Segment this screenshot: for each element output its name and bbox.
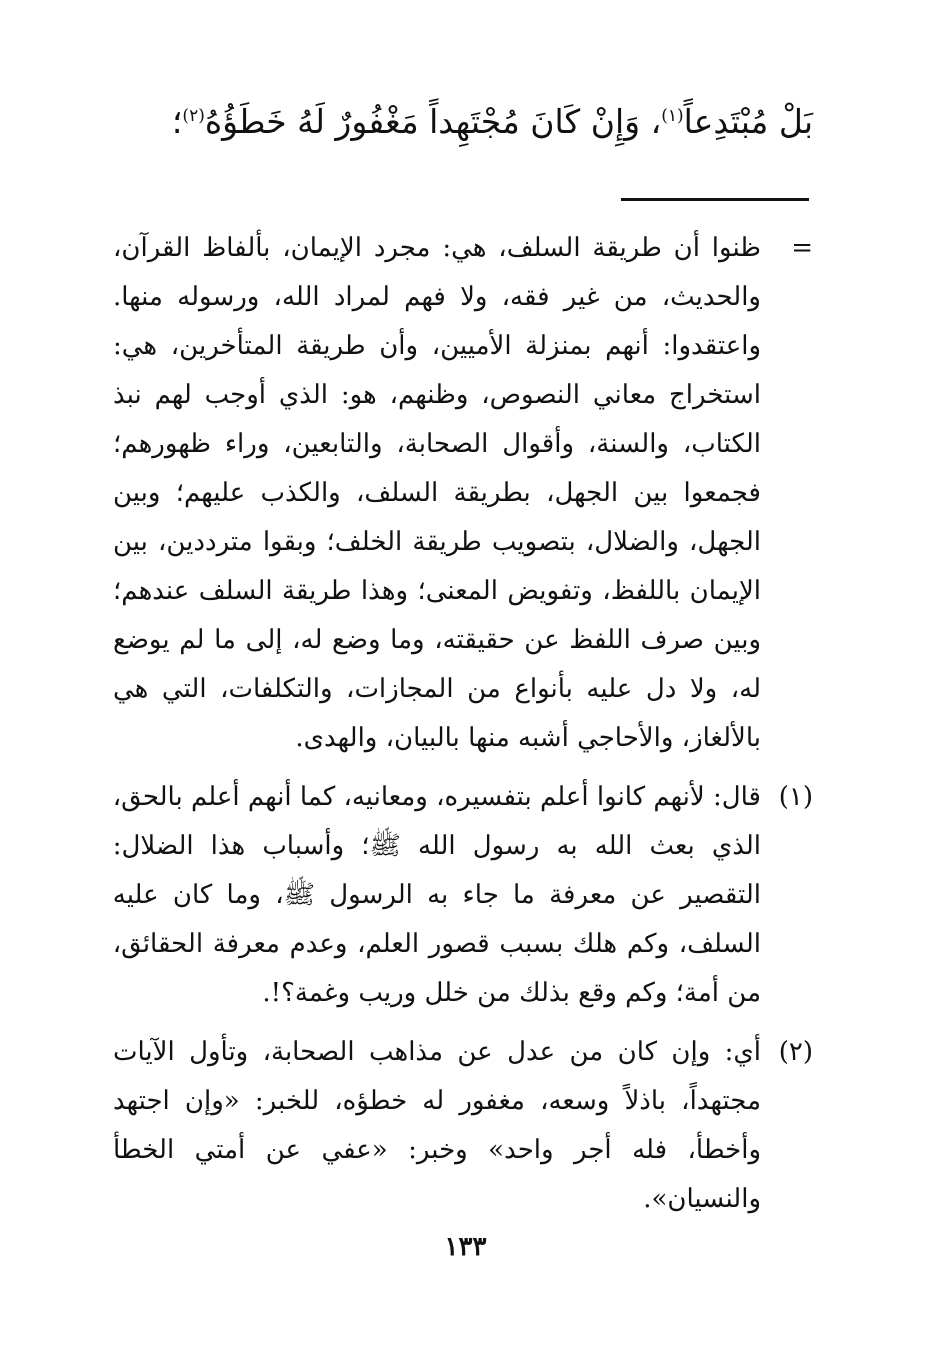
footnote-1-marker: (١) [778, 782, 813, 812]
footnote-line: فجمعوا بين الجهل، بطريقة السلف، والكذب عليهم؛ وبين [113, 478, 761, 508]
footnote-line: له، ولا دل عليه بأنواع من المجازات، والتكلفات، التي هي [113, 674, 761, 704]
footnote-line: ظنوا أن طريقة السلف، هي: مجرد الإيمان، بألفاظ القرآن، [113, 233, 761, 263]
footnote-separator [621, 198, 809, 201]
footnote-line: التقصير عن معرفة ما جاء به الرسول ﷺ، وما كان عليه [112, 880, 761, 910]
footnote-line: من أمة؛ وكم وقع بذلك من خلل وريب وغمة؟!. [262, 978, 761, 1008]
footnote-line: الجهل، والضلال، بتصويب طريقة الخلف؛ وبقوا مترددين، بين [113, 527, 761, 557]
continuation-marker: = [791, 233, 813, 263]
footnote-continuation-body [113, 224, 761, 763]
footnote-line: واعتقدوا: أنهم بمنزلة الأميين، وأن طريقة المتأخرين، هي: [113, 331, 761, 361]
main-text-part-2: ، وَإِنْ كَانَ مُجْتَهِداً مَغْفُورٌ لَهُ خَطَؤُهُ [204, 102, 662, 141]
footnote-line: السلف، وكم هلك بسبب قصور العلم، وعدم معرفة الحقائق، [112, 929, 761, 959]
footnote-2-body [113, 1028, 761, 1224]
footnote-line: أي: وإن كان من عدل عن مذاهب الصحابة، وتأول الآيات [113, 1037, 761, 1067]
footnote-line: وبين صرف اللفظ عن حقيقته، وما وضع له، إلى ما لم يوضع [113, 625, 761, 655]
footnote-ref-2[interactable]: (٢) [182, 106, 205, 126]
footnote-line: بالألغاز، والأحاجي أشبه منها بالبيان، والهدى. [295, 723, 761, 753]
footnote-2-marker: (٢) [778, 1037, 813, 1067]
footnote-2 [113, 1028, 813, 1224]
main-text-part-1: بَلْ مُبْتَدِعاً [683, 102, 813, 141]
footnote-continuation [113, 224, 813, 763]
main-text-line [113, 92, 813, 152]
footnote-1 [113, 773, 813, 1018]
footnote-line: والنسيان». [643, 1184, 761, 1214]
footnote-line: الذي بعث الله به رسول الله ﷺ؛ وأسباب هذا الضلال: [112, 831, 761, 861]
footnote-1-body [113, 773, 761, 1018]
footnote-line: استخراج معاني النصوص، وظنهم، هو: الذي أوجب لهم نبذ [113, 380, 761, 410]
page-number: ١٣٣ [444, 1232, 487, 1262]
footnotes-section [113, 224, 813, 1224]
footnote-line: وأخطأ، فله أجر واحد» وخبر: «عفي عن أمتي الخطأ [113, 1135, 761, 1165]
footnote-ref-1[interactable]: (١) [661, 106, 684, 126]
footnote-line: مجتهداً، باذلاً وسعه، مغفور له خطؤه، للخبر: «وإن اجتهد [113, 1086, 761, 1116]
footnote-line: قال: لأنهم كانوا أعلم بتفسيره، ومعانيه، كما أنهم أعلم بالحق، [112, 782, 761, 812]
footnote-line: الكتاب، والسنة، وأقوال الصحابة، والتابعين، وراء ظهورهم؛ [113, 429, 761, 459]
main-text-part-3: ؛ [171, 102, 183, 141]
footnote-line: الإيمان باللفظ، وتفويض المعنى؛ وهذا طريقة السلف عندهم؛ [113, 576, 761, 606]
footnote-line: والحديث، من غير فقه، ولا فهم لمراد الله، ورسوله منها. [113, 282, 761, 312]
